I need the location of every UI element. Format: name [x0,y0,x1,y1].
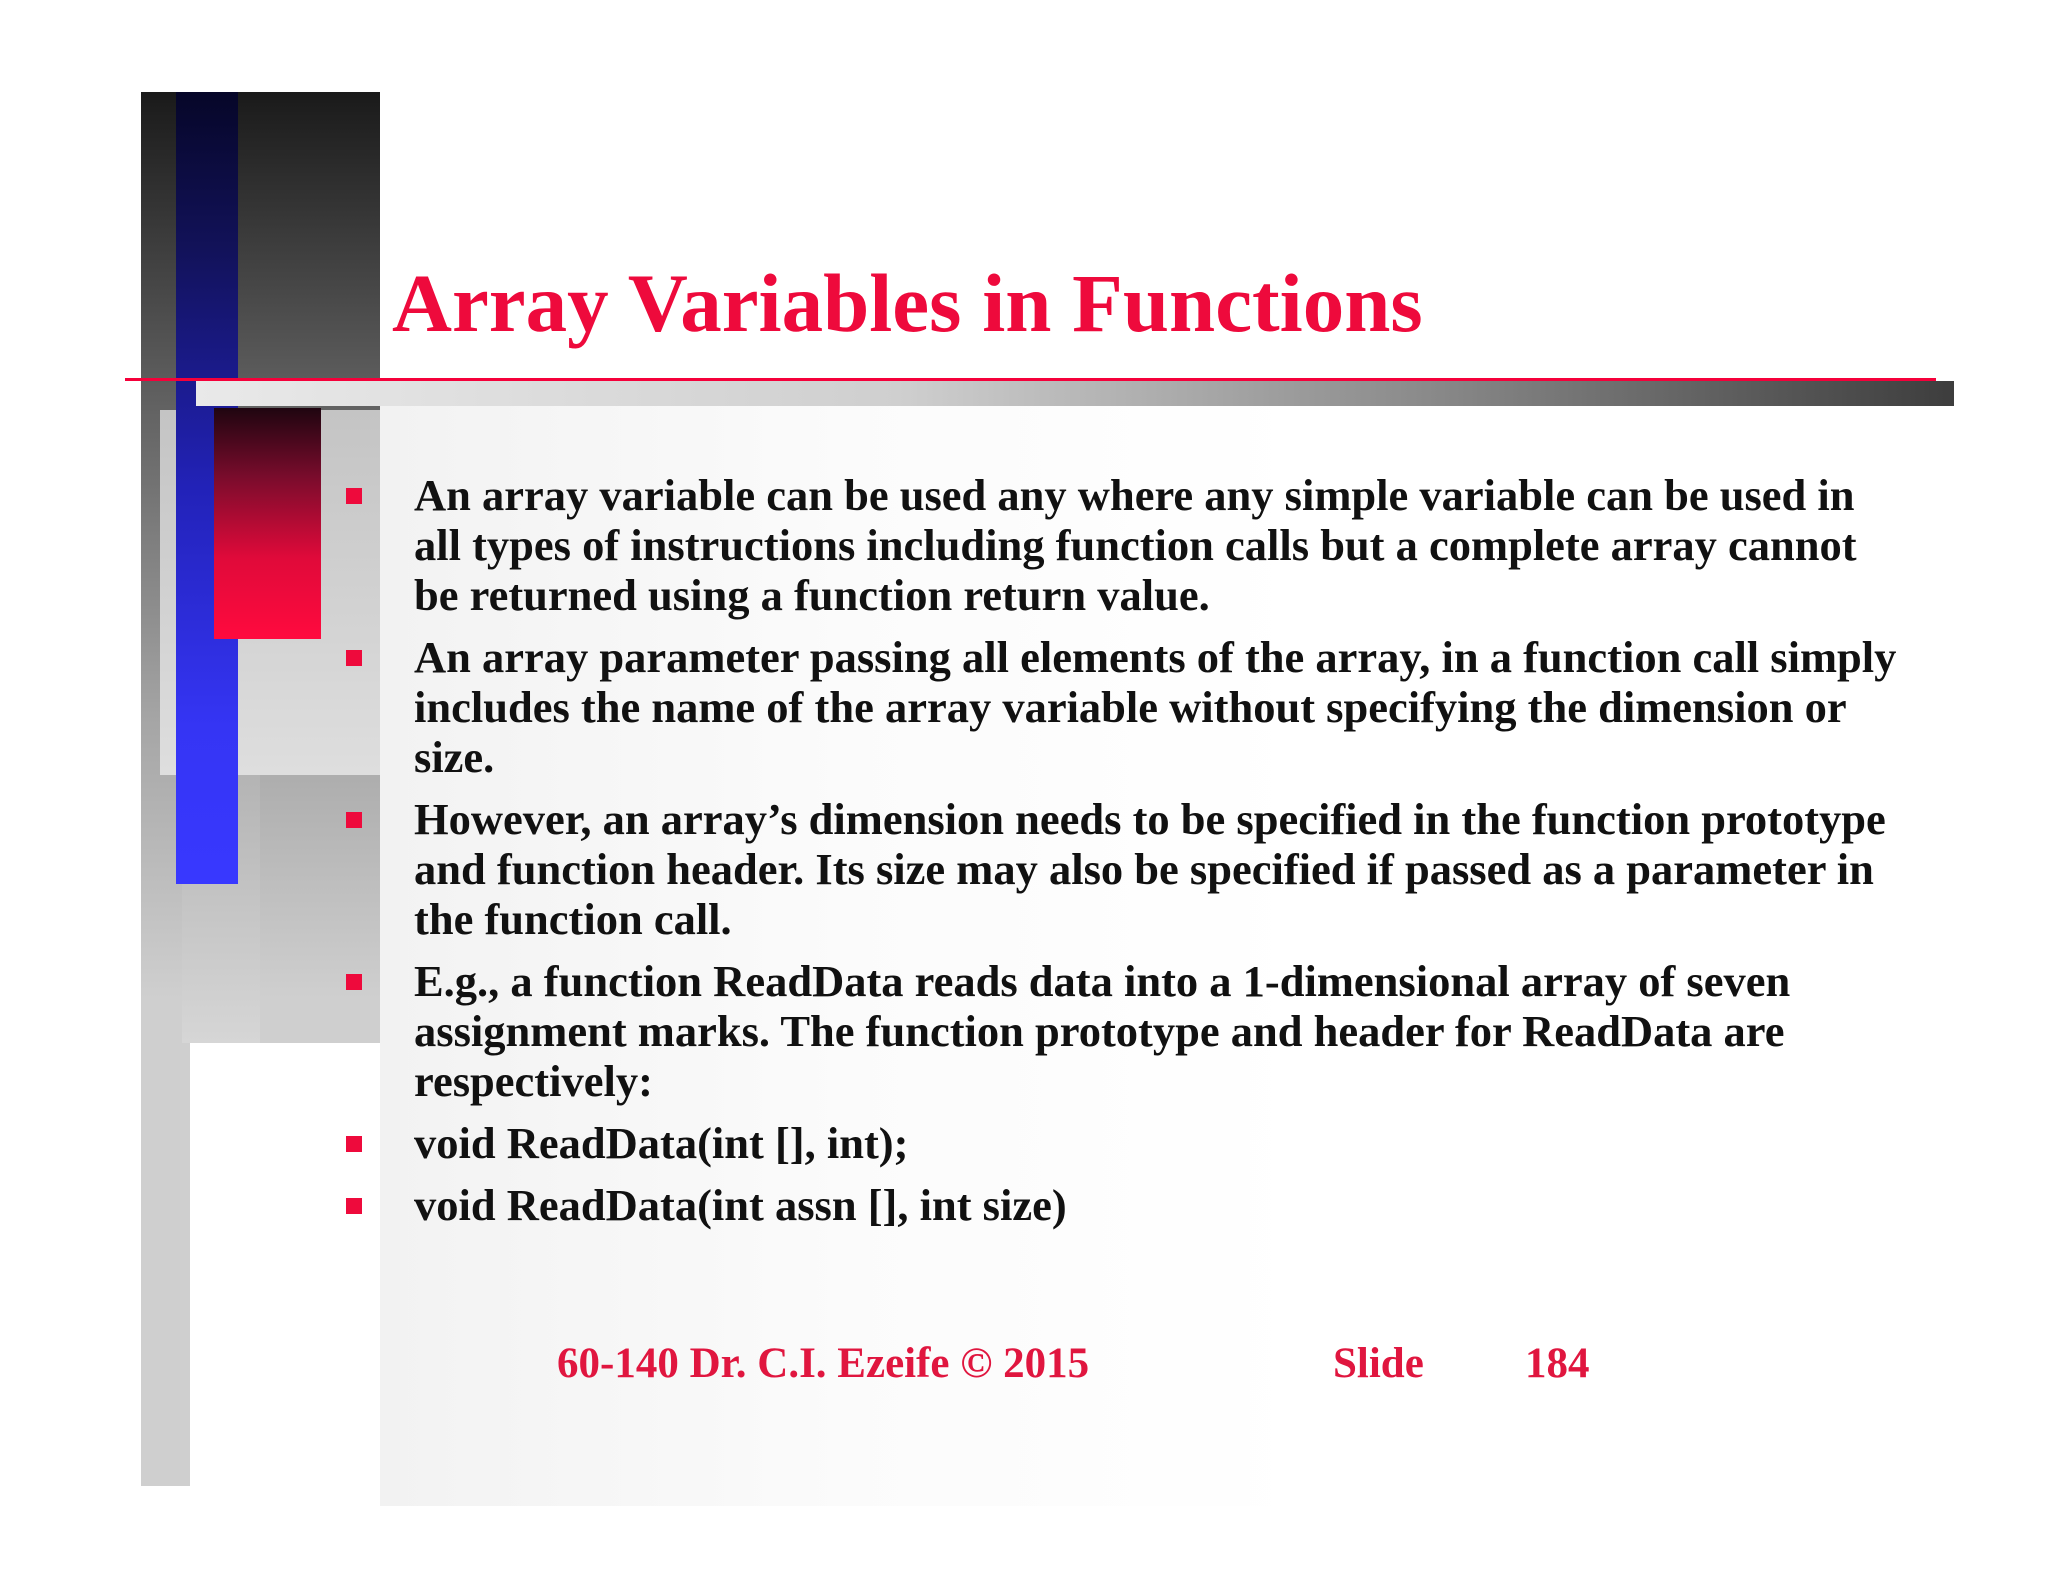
title-rule-shadow [196,381,1954,406]
footer-course: 60-140 Dr. C.I. Ezeife © 2015 [557,1340,1090,1387]
bullet-item [346,1118,1906,1168]
bullet-item [346,470,1906,620]
footer-slide-number: 184 [1525,1340,1590,1387]
bullet-item [346,632,1906,782]
bullet-text: void ReadData(int [], int); [414,1118,909,1168]
slide-title: Array Variables in Functions [392,257,1423,349]
red-square-bullet-icon [346,650,362,666]
red-square-bullet-icon [346,488,362,504]
bullet-item [346,1180,1906,1230]
red-square-bullet-icon [346,1198,362,1214]
bullet-text: An array parameter passing all elements of the array, in a function call simply includes the name of the array variable without specifying the dimension or size. [414,632,1897,782]
bullet-item [346,956,1906,1106]
title-rule [125,378,1936,381]
footer-slide-label: Slide [1333,1340,1424,1387]
bullet-text: void ReadData(int assn [], int size) [414,1180,1067,1230]
bullet-text: E.g., a function ReadData reads data into a 1-dimensional array of seven assignment marks. The function prototype and header for ReadData are respectively: [414,956,1791,1106]
bullet-text: An array variable can be used any where any simple variable can be used in all types of instructions including function calls but a complete array cannot be returned using a function return value. [414,470,1857,620]
red-square-bullet-icon [346,974,362,990]
bullet-item [346,794,1906,944]
red-square-bullet-icon [346,1136,362,1152]
decorative-red-block [214,408,321,639]
bullet-list [346,470,1906,1242]
red-square-bullet-icon [346,812,362,828]
bullet-text: However, an array’s dimension needs to be specified in the function prototype and function header. Its size may also be specified if passed as a parameter in the function call. [414,794,1886,944]
